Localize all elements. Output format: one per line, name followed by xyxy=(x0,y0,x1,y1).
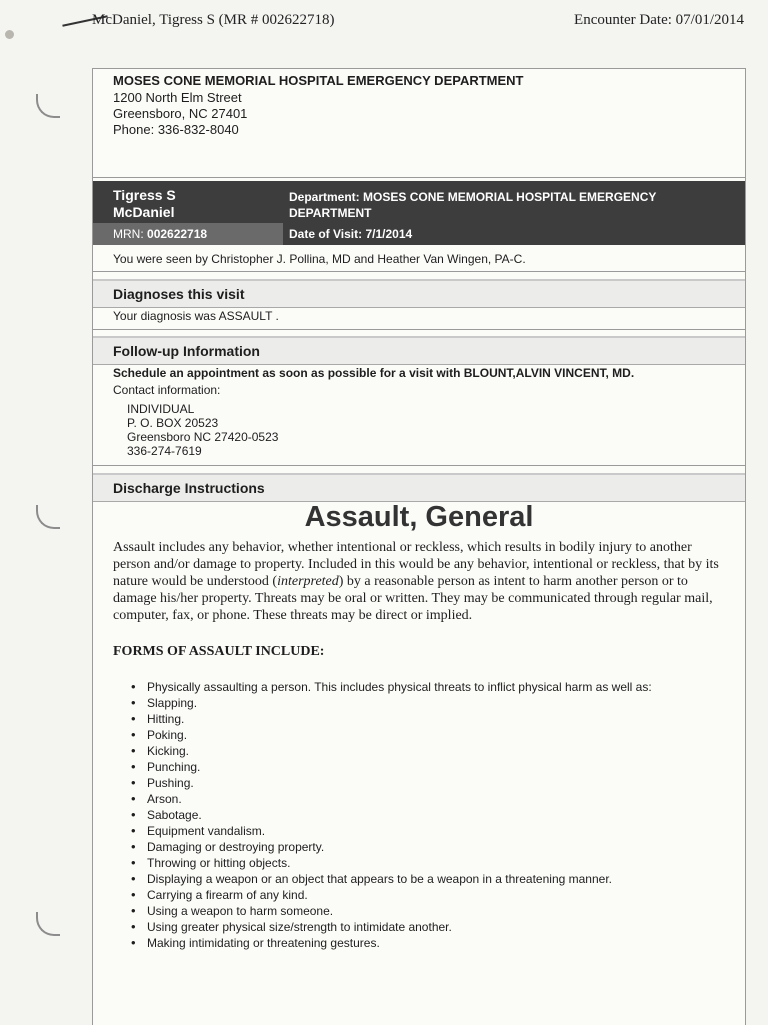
hospital-street: 1200 North Elm Street xyxy=(113,90,242,105)
article-intro xyxy=(113,539,725,624)
department-value: MOSES CONE MEMORIAL HOSPITAL EMERGENCY DEPARTMENT xyxy=(289,190,657,220)
list-item: • Hitting. xyxy=(113,711,725,727)
contact-phone: 336-274-7619 xyxy=(127,444,202,458)
scan-smudge xyxy=(5,30,14,39)
diagnoses-heading-text: Diagnoses this visit xyxy=(113,286,245,302)
followup-schedule: Schedule an appointment as soon as possible for a visit with BLOUNT,ALVIN VINCENT, MD. xyxy=(113,366,635,380)
list-item: • Using greater physical size/strength to intimidate another. xyxy=(113,919,725,935)
patient-bar xyxy=(93,181,745,245)
discharge-heading xyxy=(93,473,745,502)
hospital-phone: Phone: 336-832-8040 xyxy=(113,122,239,137)
binder-hole-top xyxy=(36,94,60,118)
article-title: Assault, General xyxy=(304,501,534,533)
list-item: • Damaging or destroying property. xyxy=(113,839,725,855)
list-item: • Throwing or hitting objects. xyxy=(113,855,725,871)
patient-first-name: Tigress S xyxy=(113,187,176,203)
contact-city: Greensboro NC 27420-0523 xyxy=(127,430,279,444)
list-item: • Equipment vandalism. xyxy=(113,823,725,839)
diagnoses-heading xyxy=(93,279,745,308)
intro-emphasis: interpreted xyxy=(277,574,339,589)
mrn-label xyxy=(113,227,207,241)
mrn-label-text: MRN: xyxy=(113,227,144,241)
list-item: • Pushing. xyxy=(113,775,725,791)
patient-last-name: McDaniel xyxy=(113,204,175,220)
list-item: • Punching. xyxy=(113,759,725,775)
list-item: • Kicking. xyxy=(113,743,725,759)
forms-list xyxy=(113,679,725,951)
page-header xyxy=(92,12,744,36)
list-item: • Using a weapon to harm someone. xyxy=(113,903,725,919)
patient-mr-line: McDaniel, Tigress S (MR # 002622718) xyxy=(92,12,335,28)
binder-hole-middle xyxy=(36,505,60,529)
seen-by-text: You were seen by Christopher J. Pollina, MD and Heather Van Wingen, PA-C. xyxy=(113,252,526,266)
followup-heading-text: Follow-up Information xyxy=(113,343,260,359)
discharge-heading-text: Discharge Instructions xyxy=(113,480,265,496)
department xyxy=(289,189,729,221)
hospital-city: Greensboro, NC 27401 xyxy=(113,106,248,121)
encounter-date: Encounter Date: 07/01/2014 xyxy=(574,12,744,28)
mrn-row xyxy=(93,223,283,245)
discharge-document xyxy=(92,68,746,1025)
contact-label: Contact information: xyxy=(113,383,221,397)
intro-part-2: ) by a reasonable person as intent to harm another person or to damage his/her property. Threats may be oral or written. They may be communicated through regular mail, computer, fax, or phone. These threats may be direct or implied. xyxy=(113,574,713,623)
list-item: • Carrying a firearm of any kind. xyxy=(113,887,725,903)
list-item: • Making intimidating or threatening gestures. xyxy=(113,935,725,951)
divider xyxy=(93,329,745,330)
binder-hole-bottom xyxy=(36,912,60,936)
forms-heading: FORMS OF ASSAULT INCLUDE: xyxy=(113,644,325,659)
divider xyxy=(93,465,745,466)
mrn-value: 002622718 xyxy=(147,227,208,241)
hospital-block xyxy=(93,69,745,178)
hospital-name: MOSES CONE MEMORIAL HOSPITAL EMERGENCY DEPARTMENT xyxy=(113,73,524,88)
contact-po-box: P. O. BOX 20523 xyxy=(127,416,219,430)
list-item: • Slapping. xyxy=(113,695,725,711)
list-item: • Arson. xyxy=(113,791,725,807)
visit-date xyxy=(289,227,412,241)
department-label: Department: xyxy=(289,190,360,204)
intro-part-1: Assault includes any behavior, whether intentional or reckless, which results in bodily injury to another person and/or damage to property. Included in this would be any behavior, intentional or reckless, that by its nature would be understood ( xyxy=(113,540,719,589)
visit-date-label: Date of Visit: xyxy=(289,227,363,241)
list-item: • Sabotage. xyxy=(113,807,725,823)
list-item: • Physically assaulting a person. This includes physical threats to inflict physical harm as well as: xyxy=(113,679,725,695)
list-item: • Poking. xyxy=(113,727,725,743)
patient-name xyxy=(113,187,176,221)
diagnosis-text: Your diagnosis was ASSAULT . xyxy=(113,309,279,323)
visit-date-value: 7/1/2014 xyxy=(365,227,413,241)
seen-by-row xyxy=(93,247,745,272)
contact-name: INDIVIDUAL xyxy=(127,402,195,416)
list-item: • Displaying a weapon or an object that appears to be a weapon in a threatening manner. xyxy=(113,871,725,887)
followup-heading xyxy=(93,336,745,365)
